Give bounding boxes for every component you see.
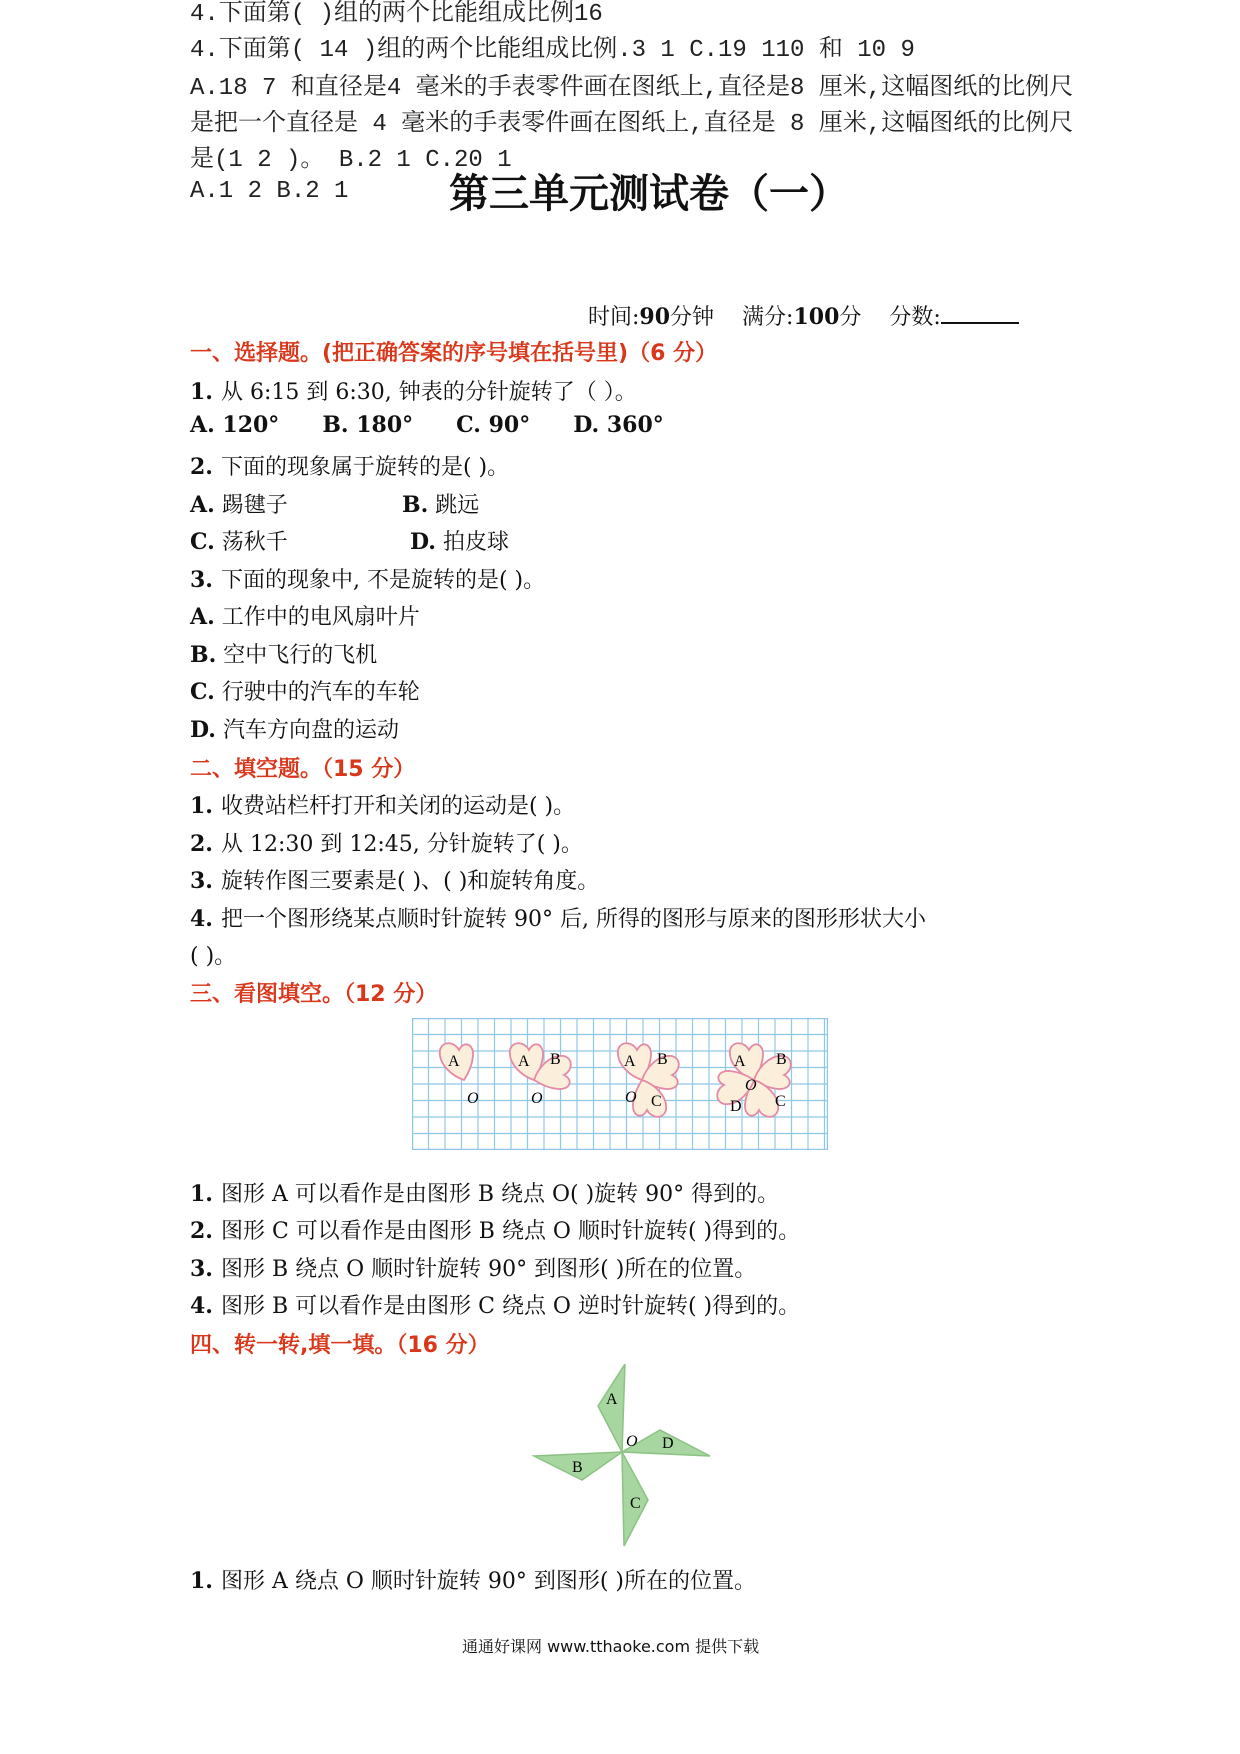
question	[190, 902, 926, 933]
option-text: 跳远	[435, 493, 480, 518]
question	[190, 1252, 756, 1283]
question-number: 2.	[190, 1218, 213, 1244]
label-O: O	[625, 1089, 637, 1106]
label-C: C	[630, 1495, 641, 1512]
label-O: O	[467, 1090, 479, 1107]
question-text: 下面的现象属于旋转的是( )。	[220, 455, 510, 480]
ghost-line: A.18 7 和直径是4 毫米的手表零件画在图纸上,直径是8 厘米,这幅图纸的比例尺	[190, 75, 1074, 102]
question	[190, 864, 599, 895]
question-text: 下面的现象中, 不是旋转的是( )。	[220, 568, 546, 593]
option-row	[190, 412, 664, 438]
option[interactable]	[402, 488, 479, 519]
label-A: A	[624, 1053, 636, 1070]
label-B: B	[776, 1051, 787, 1068]
section-heading-choice: 一、选择题。(把正确答案的序号填在括号里)（6 分）	[190, 341, 718, 366]
label-O: O	[745, 1077, 757, 1094]
section-heading-figure: 三、看图填空。（12 分）	[190, 982, 438, 1007]
question	[190, 789, 575, 820]
question-number: 1.	[190, 1568, 213, 1594]
question-text: 图形 A 绕点 O 顺时针旋转 90° 到图形( )所在的位置。	[220, 1569, 757, 1594]
time-label: 时间:	[588, 305, 640, 330]
option-text: 汽车方向盘的运动	[222, 718, 399, 743]
ghost-line: A.1 2 B.2 1	[190, 178, 349, 205]
footer-credit: 通通好课网 www.tthaoke.com 提供下载	[462, 1637, 760, 1656]
score-label: 分数:	[889, 305, 941, 330]
option[interactable]	[190, 638, 377, 669]
option-letter: D.	[410, 529, 436, 555]
question-number: 1.	[190, 1181, 213, 1207]
option-letter: A.	[190, 604, 215, 630]
option-text: 踢毽子	[221, 493, 288, 518]
exam-meta	[588, 300, 1019, 331]
option-text: 空中飞行的飞机	[223, 643, 378, 668]
label-A: A	[518, 1053, 530, 1070]
label-B: B	[572, 1459, 583, 1476]
page-title: 第三单元测试卷（一）	[449, 171, 849, 217]
time-unit: 分钟	[670, 305, 715, 330]
section-heading-fill: 二、填空题。（15 分）	[190, 757, 416, 782]
flower-figure-1	[440, 1043, 479, 1107]
full-value: 100	[793, 304, 840, 330]
question-continuation: ( )。	[190, 944, 237, 969]
ghost-line: 4.下面第( 14 )组的两个比能组成比例.3 1 C.19 110 和 10 9	[190, 37, 915, 64]
option[interactable]	[190, 525, 288, 556]
pinwheel-figure	[530, 1364, 714, 1550]
question-text: 旋转作图三要素是( )、( )和旋转角度。	[220, 869, 600, 894]
question	[190, 563, 545, 594]
question-text: 图形 B 可以看作是由图形 C 绕点 O 逆时针旋转( )得到的。	[220, 1294, 801, 1319]
question	[190, 450, 509, 481]
option-text: 工作中的电风扇叶片	[221, 605, 420, 630]
question	[190, 1289, 800, 1320]
triangle-A	[598, 1364, 625, 1452]
option[interactable]	[190, 600, 420, 631]
section-heading-rotate: 四、转一转,填一填。（16 分）	[190, 1333, 490, 1358]
question	[190, 375, 637, 406]
rotation-grid-figure	[412, 1018, 828, 1150]
option[interactable]	[410, 525, 509, 556]
question-number: 3.	[190, 1256, 213, 1282]
label-C: C	[651, 1093, 662, 1110]
label-C: C	[775, 1093, 786, 1110]
question-number: 4.	[190, 906, 213, 932]
question-number: 2.	[190, 454, 213, 480]
label-A: A	[606, 1391, 618, 1408]
flower-figure-4	[717, 1043, 791, 1117]
question-text: 把一个图形绕某点顺时针旋转 90° 后, 所得的图形与原来的图形形状大小	[220, 907, 926, 932]
question-text: 从 12:30 到 12:45, 分针旋转了( )。	[220, 832, 583, 857]
flower-figure-2	[510, 1043, 571, 1107]
label-A: A	[734, 1053, 746, 1070]
question-number: 2.	[190, 831, 213, 857]
option[interactable]: C. 90°	[456, 412, 531, 438]
ghost-line: 是(1 2 )。 B.2 1 C.20 1	[190, 147, 512, 174]
label-O: O	[531, 1090, 543, 1107]
option-text: 拍皮球	[442, 530, 509, 555]
option-letter: C.	[190, 679, 215, 705]
question	[190, 827, 583, 858]
score-blank[interactable]	[941, 302, 1019, 324]
question-number: 4.	[190, 1293, 213, 1319]
option-text: 荡秋千	[221, 530, 288, 555]
question	[190, 1177, 779, 1208]
full-unit: 分	[839, 305, 862, 330]
question-text: 图形 C 可以看作是由图形 B 绕点 O 顺时针旋转( )得到的。	[220, 1219, 801, 1244]
option[interactable]	[190, 488, 288, 519]
option[interactable]: A. 120°	[190, 412, 280, 438]
option-text: 行驶中的汽车的车轮	[221, 680, 420, 705]
question-text: 图形 B 绕点 O 顺时针旋转 90° 到图形( )所在的位置。	[220, 1257, 757, 1282]
question	[190, 1214, 800, 1245]
question-number: 1.	[190, 793, 213, 819]
option-letter: D.	[190, 717, 216, 743]
option[interactable]	[190, 713, 399, 744]
label-D: D	[730, 1098, 742, 1115]
label-D: D	[662, 1435, 674, 1452]
ghost-line: 是把一个直径是 4 毫米的手表零件画在图纸上,直径是 8 厘米,这幅图纸的比例尺	[190, 111, 1074, 138]
option-letter: A.	[190, 492, 215, 518]
label-B: B	[550, 1051, 561, 1068]
option-letter: B.	[190, 642, 217, 668]
label-B: B	[657, 1051, 668, 1068]
option-letter: C.	[190, 529, 215, 555]
option[interactable]	[190, 675, 420, 706]
question-number: 3.	[190, 567, 213, 593]
question-number: 1.	[190, 379, 213, 405]
question	[190, 1564, 756, 1595]
label-A: A	[448, 1053, 460, 1070]
option-letter: B.	[402, 492, 429, 518]
time-value: 90	[639, 304, 671, 330]
question-text: 图形 A 可以看作是由图形 B 绕点 O( )旋转 90° 得到的。	[220, 1182, 780, 1207]
label-O: O	[626, 1433, 638, 1450]
full-label: 满分:	[742, 305, 794, 330]
option[interactable]: B. 180°	[322, 412, 414, 438]
ghost-line: 4.下面第( )组的两个比能组成比例16	[190, 1, 603, 28]
option[interactable]: D. 360°	[573, 412, 664, 438]
question-text: 收费站栏杆打开和关闭的运动是( )。	[220, 794, 576, 819]
question-text: 从 6:15 到 6:30, 钟表的分针旋转了（ ）。	[220, 380, 637, 405]
question-number: 3.	[190, 868, 213, 894]
